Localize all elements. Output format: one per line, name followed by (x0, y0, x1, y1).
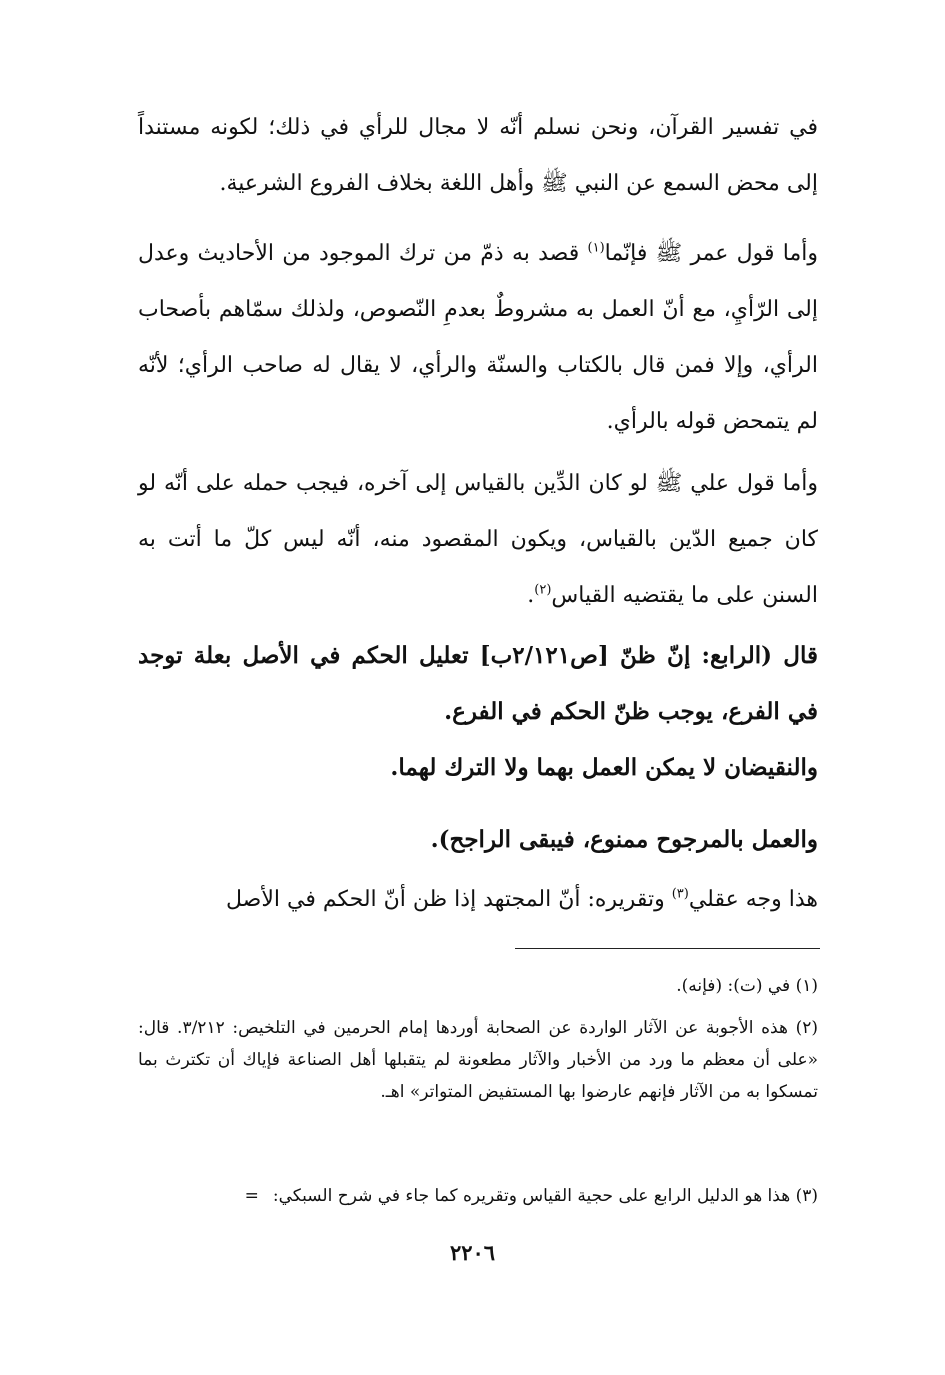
paragraph-3-text-start: وأما قول علي ﷺ لو كان الدِّين بالقياس إلى آخره، فيجب حمله على أنّه لو كان جميع الدّين بالقياس، ويكون المقصود منه، أنّه ليس كلّ ما أتت به السنن على ما يقتضيه القياس (138, 471, 818, 608)
paragraph-3-text-end: . (527, 583, 535, 608)
quoted-matn-line-3-text: والعمل بالمرجوح ممنوع، فيبقى الراجح). (430, 826, 818, 853)
footnote-reference-1[interactable]: (١) (587, 240, 605, 256)
quoted-matn-line-2-text: والنقيضان لا يمكن العمل بهما ولا الترك لهما. (390, 754, 818, 781)
footnote-reference-2[interactable]: (٢) (534, 582, 552, 598)
paragraph-7 (138, 872, 818, 928)
footnote-2-text: (٢) هذه الأجوبة عن الآثار الواردة عن الصحابة أوردها إمام الحرمين في التلخيص: ٣/٢١٢. قال: «على أن معظم ما ورد من الأخبار والآثار مطعونة لم يتقبلها أهل الصناعة فإياك أن تكترث بما تمسكوا به من الآثار فإنهم عارضوا بها المستفيض المتواتر» اهـ. (138, 1018, 818, 1102)
paragraph-7-text-end: وتقريره: أنّ المجتهد إذا ظن أنّ الحكم في الأصل (226, 887, 672, 912)
footnote-3-text: (٣) هذا هو الدليل الرابع على حجية القياس وتقريره كما جاء في شرح السبكي: (272, 1186, 818, 1206)
paragraph-2-text-start: وأما قول عمر ﷺ فإنّما (604, 241, 818, 266)
footnote-reference-3[interactable]: (٣) (671, 886, 689, 902)
quoted-matn-line-2 (138, 740, 818, 796)
quoted-matn-paragraph (138, 628, 818, 740)
footnote-separator-line (515, 948, 820, 949)
paragraph-1 (138, 100, 818, 212)
paragraph-2-text-end: قصد به ذمّ من ترك الموجود من الأحاديث وعدل إلى الرّأيِ، مع أنّ العمل به مشروطٌ بعدمِ النّصوص، ولذلك سمّاهم بأصحاب الرأي، وإلا فمن قال بالكتاب والسنّة والرأي، لا يقال له صاحب الرأي؛ لأنّه لم يتمحض قوله بالرأي. (138, 241, 818, 434)
paragraph-2 (138, 226, 818, 450)
footnote-1 (138, 970, 818, 1002)
paragraph-1-text: في تفسير القرآن، ونحن نسلم أنّه لا مجال للرأي في ذلك؛ لكونه مستنداً إلى محض السمع عن النبي ﷺ وأهل اللغة بخلاف الفروع الشرعية. (138, 115, 818, 196)
quoted-matn-text: قال (الرابع: إنّ ظنّ [ص٢/١٢١ب] تعليل الحكم في الأصل بعلة توجد في الفرع، يوجب ظنّ الحكم في الفرع. (138, 642, 818, 725)
footnote-1-text: (١) في (ت): (فإنه). (676, 976, 818, 996)
footnote-continuation-mark: = (244, 1186, 259, 1206)
paragraph-7-text-start: هذا وجه عقلي (688, 887, 818, 912)
footnote-3 (138, 1180, 818, 1212)
footnote-2 (138, 1012, 818, 1108)
paragraph-3 (138, 456, 818, 624)
page-number: ٢٢٠٦ (449, 1240, 496, 1265)
quoted-matn-line-3 (138, 812, 818, 868)
